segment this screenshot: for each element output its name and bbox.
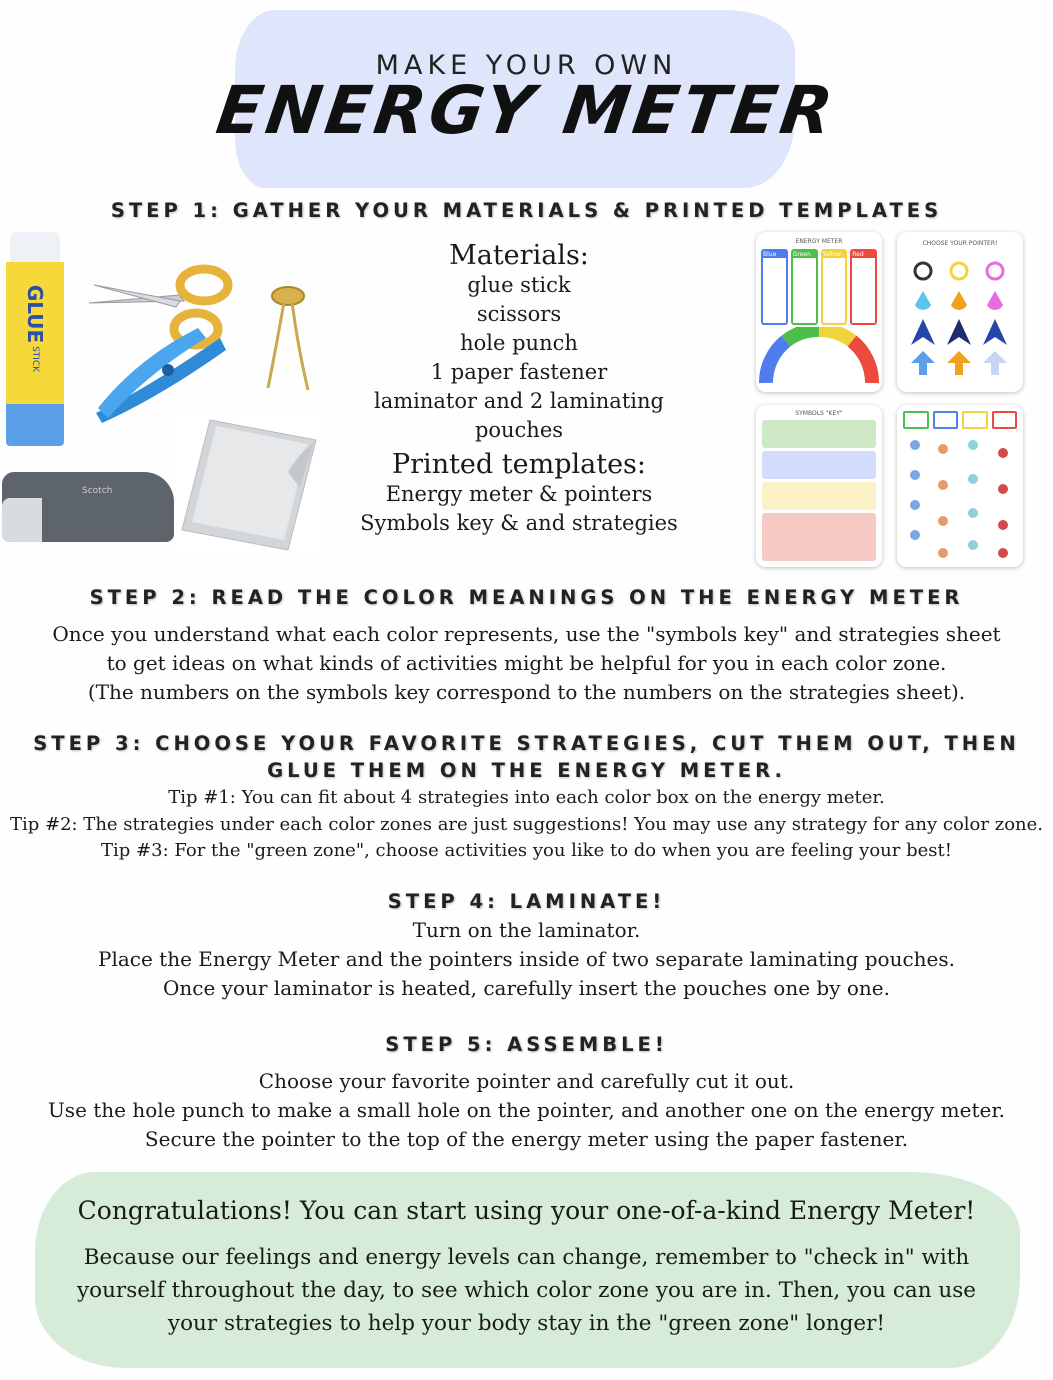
step4-heading: STEP 4: LAMINATE! xyxy=(387,890,666,913)
header-kicker: MAKE YOUR OWN xyxy=(375,50,678,81)
thumb-key-title: SYMBOLS "KEY" xyxy=(795,410,843,417)
templates-title: Printed templates: xyxy=(391,449,647,480)
step3-tip: Tip #1: You can fit about 4 strategies into each color box on the energy meter. xyxy=(168,787,885,808)
footer-line: Because our feelings and energy levels can change, remember to "check in" with xyxy=(83,1245,970,1270)
material-item: hole punch xyxy=(460,331,578,355)
template-item: Symbols key & and strategies xyxy=(360,511,678,535)
thumb-zone-label: Yellow xyxy=(823,251,846,258)
material-item: 1 paper fastener xyxy=(430,360,608,384)
thumb-zone-label: Red xyxy=(852,251,875,258)
paper-fastener-image xyxy=(258,268,318,398)
materials-title: Materials: xyxy=(449,240,589,271)
step2-heading: STEP 2: READ THE COLOR MEANINGS ON THE ENERGY METER xyxy=(89,586,964,609)
laminator-image xyxy=(2,458,174,548)
symbols-key-thumbnail xyxy=(756,405,882,567)
thumb-zone-label: Blue xyxy=(763,251,786,258)
thumb-pointer-title: CHOOSE YOUR POINTER! xyxy=(922,240,998,247)
glue-sub-label: STICK xyxy=(30,345,40,373)
energy-meter-thumbnail xyxy=(756,232,882,392)
thumb-meter-title: ENERGY METER xyxy=(795,238,843,245)
strategies-thumbnail xyxy=(897,405,1023,567)
step4-line: Place the Energy Meter and the pointers inside of two separate laminating pouches. xyxy=(97,947,956,971)
step2-line: (The numbers on the symbols key correspond to the numbers on the strategies sheet). xyxy=(87,680,966,704)
laminating-pouch-image xyxy=(176,412,322,557)
step2-line: to get ideas on what kinds of activities might be helpful for you in each color zone. xyxy=(106,651,947,675)
thumb-strategy-icons xyxy=(897,429,1023,565)
step2-line: Once you understand what each color represents, use the "symbols key" and strategies sheet xyxy=(52,622,1001,646)
material-item: laminator and 2 laminating pouches xyxy=(374,389,664,442)
step4-line: Turn on the laminator. xyxy=(412,918,641,942)
step3-tip: Tip #2: The strategies under each color zones are just suggestions! You may use any strategy for any color zone. xyxy=(9,813,1043,835)
material-item: glue stick xyxy=(467,273,571,297)
congrats-headline: Congratulations! You can start using your one-of-a-kind Energy Meter! xyxy=(77,1196,976,1225)
thumb-pointers xyxy=(897,247,1023,377)
footer-line: yourself throughout the day, to see which color zone you are in. Then, you can use xyxy=(77,1278,976,1303)
glue-stick-image xyxy=(6,232,64,446)
pointer-thumbnail xyxy=(897,232,1023,392)
step3-tip: Tip #3: For the "green zone", choose activities you like to do when you are feeling your best! xyxy=(101,840,952,861)
thumb-zone-label: Green xyxy=(793,251,816,258)
material-item: scissors xyxy=(476,302,562,326)
step5-heading: STEP 5: ASSEMBLE! xyxy=(385,1033,668,1056)
laminator-brand: Scotch xyxy=(82,486,113,496)
step4-line: Once your laminator is heated, carefully insert the pouches one by one. xyxy=(163,976,890,1000)
template-item: Energy meter & pointers xyxy=(385,482,653,506)
footer-line: your strategies to help your body stay in the "green zone" longer! xyxy=(167,1311,886,1336)
glue-label: GLUE xyxy=(23,284,48,344)
step5-line: Use the hole punch to make a small hole on the pointer, and another one on the energy meter. xyxy=(47,1098,1006,1122)
step5-line: Choose your favorite pointer and carefully cut it out. xyxy=(258,1069,795,1093)
step3-heading: STEP 3: CHOOSE YOUR FAVORITE STRATEGIES, CUT THEM OUT, THEN xyxy=(33,732,1020,755)
page-title: ENERGY METER xyxy=(211,72,842,149)
step3-heading-continued: GLUE THEM ON THE ENERGY METER. xyxy=(267,759,786,782)
step5-line: Secure the pointer to the top of the energy meter using the paper fastener. xyxy=(144,1127,909,1151)
thumb-gauge xyxy=(756,327,882,389)
step1-heading: STEP 1: GATHER YOUR MATERIALS & PRINTED TEMPLATES xyxy=(110,199,943,222)
